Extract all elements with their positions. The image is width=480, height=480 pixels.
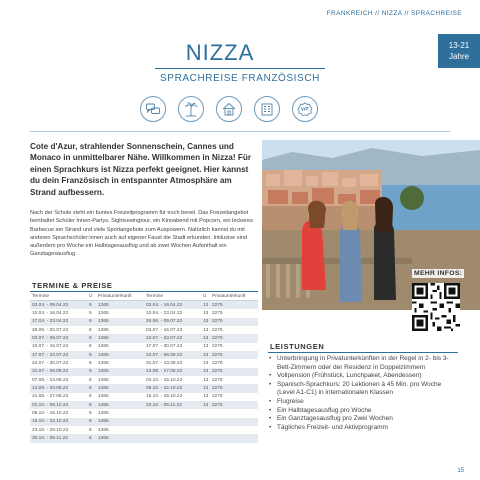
nights-cell: 13 (203, 369, 209, 375)
termine-cell: 07.08. - 13.08.22 (32, 377, 69, 383)
termine-cell: 24.07. - 06.08.22 (146, 352, 183, 358)
table-row (30, 409, 258, 417)
nights-cell: 13 (203, 344, 209, 350)
termine-cell: 23.10. - 29.10.22 (32, 427, 69, 433)
termine-cell: 10.07. - 23.07.22 (146, 335, 183, 341)
termine-cell: 30.10. - 05.11.22 (32, 435, 68, 441)
nights-cell: 6 (89, 344, 92, 350)
nights-cell: 13 (203, 310, 209, 316)
termine-cell: 16.10. - 22.10.22 (32, 419, 69, 425)
table-row (30, 343, 258, 351)
termine-cell: 03.07. - 16.07.22 (146, 327, 183, 333)
leistungen-item: • Ein Halbtagesausflug pro Woche (268, 407, 458, 416)
termine-cell: 31.07. - 06.08.22 (32, 369, 69, 375)
termine-cell: 24.07. - 30.07.22 (32, 360, 69, 366)
breadcrumb: FRANKREICH // NIZZA // SPRACHREISE (326, 10, 462, 17)
termine-heading: TERMINE & PREISE (32, 281, 113, 290)
termine-divider (30, 291, 258, 292)
leistungen-item: • Ein Ganztagesausflug pro Zwei Wochen (268, 415, 458, 424)
table-row (30, 301, 258, 309)
nights-cell: 13 (203, 360, 209, 366)
termine-cell: 17.07. - 23.07.22 (32, 352, 69, 358)
nights-cell: 6 (89, 377, 92, 383)
column-header-termine: Termine (32, 294, 50, 299)
price-cell: 1365 (98, 327, 109, 333)
termine-cell: 10.04. - 16.04.22 (32, 310, 69, 316)
termine-cell: 03.07. - 09.07.22 (32, 335, 69, 341)
speech-bubbles-icon (140, 96, 166, 122)
nights-cell: 13 (203, 352, 209, 358)
termine-cell: 31.07. - 13.08.22 (146, 360, 183, 366)
table-row (30, 393, 258, 401)
more-info-label: MEHR INFOS: (414, 270, 463, 277)
house-icon (216, 96, 242, 122)
price-cell: 1365 (98, 435, 109, 441)
icon-row-divider (30, 131, 450, 132)
nights-cell: 6 (89, 352, 92, 358)
nights-cell: 6 (89, 410, 92, 416)
nights-cell: 13 (203, 385, 209, 391)
nights-cell: 6 (89, 327, 92, 333)
nights-cell: 13 (203, 335, 209, 341)
table-row (30, 318, 258, 326)
nights-cell: 13 (203, 319, 209, 325)
price-cell: 2275 (212, 319, 223, 325)
leistungen-item: • Flugreise (268, 398, 458, 407)
termine-cell: 09.10. - 22.10.22 (146, 385, 183, 391)
palm-tree-icon (178, 96, 204, 122)
nights-cell: 13 (203, 302, 209, 308)
qr-code[interactable] (412, 283, 460, 331)
nights-cell: 6 (89, 360, 92, 366)
price-cell: 2275 (212, 394, 223, 400)
termine-cell: 02.10. - 08.10.22 (32, 402, 69, 408)
page-subtitle: SPRACHREISE FRANZÖSISCH (160, 73, 320, 84)
table-row (30, 326, 258, 334)
table-row (30, 351, 258, 359)
termine-cell: 09.10. - 15.10.22 (32, 410, 69, 416)
table-row (30, 426, 258, 434)
price-cell: 2275 (212, 385, 223, 391)
nights-cell: 6 (89, 394, 92, 400)
termine-cell: 14.08. - 20.08.22 (32, 385, 69, 391)
price-cell: 2275 (212, 377, 223, 383)
termine-cell: 17.04. - 23.04.22 (32, 319, 69, 325)
nights-cell: 6 (89, 319, 92, 325)
table-row (30, 368, 258, 376)
price-cell: 1365 (98, 319, 109, 325)
termine-cell: 26.06. - 09.07.22 (146, 319, 183, 325)
nights-cell: 6 (89, 402, 92, 408)
price-cell: 1365 (98, 427, 109, 433)
price-cell: 1365 (98, 385, 109, 391)
nights-cell: 13 (203, 327, 209, 333)
table-body (30, 301, 258, 443)
leistungen-divider (268, 352, 458, 353)
table-header (30, 293, 258, 301)
leistungen-item: • Vollpension (Frühstück, Lunchpaket, Abendessen) (268, 372, 458, 381)
nights-cell: 6 (89, 302, 92, 308)
termine-cell: 03.04. - 16.04.22 (146, 302, 183, 308)
column-header-preis: Privatunterkunft (212, 294, 246, 299)
nights-cell: 6 (89, 419, 92, 425)
page-number: 15 (457, 468, 464, 474)
termine-cell: 23.10. - 05.11.22 (146, 402, 182, 408)
price-cell: 2275 (212, 327, 223, 333)
price-cell: 1365 (98, 410, 109, 416)
leistungen-item: • Unterbringung in Privatunterkünften in der Regel in 2- bis 3-Bett-Zimmern oder der Residenz in Doppelzimmern (268, 355, 458, 372)
nights-cell: 6 (89, 427, 92, 433)
table-row (30, 359, 258, 367)
price-cell: 2275 (212, 360, 223, 366)
column-header-u: Ü (203, 294, 207, 299)
age-unit: Jahre (448, 52, 469, 61)
price-cell: 2275 (212, 335, 223, 341)
nights-cell: 13 (203, 377, 209, 383)
table-row (30, 384, 258, 392)
leistungen-list (268, 355, 458, 432)
table-row (30, 434, 258, 442)
termine-cell: 14.08. - 27.08.22 (146, 369, 183, 375)
nights-cell: 13 (203, 394, 209, 400)
table-row (30, 334, 258, 342)
leistungen-heading: LEISTUNGEN (270, 342, 325, 351)
table-row (30, 418, 258, 426)
age-badge (438, 34, 480, 68)
price-cell: 2275 (212, 369, 223, 375)
termine-cell: 21.08. - 27.08.22 (32, 394, 69, 400)
page-title: NIZZA (185, 40, 255, 65)
leistungen-item: • Tägliches Freizeit- und Aktivprogramm (268, 424, 458, 433)
feature-icon-row (140, 96, 340, 122)
termine-cell: 10.04. - 23.04.22 (146, 310, 183, 316)
price-cell: 1365 (98, 344, 109, 350)
nights-cell: 6 (89, 369, 92, 375)
table-row (30, 376, 258, 384)
building-icon (254, 96, 280, 122)
price-cell: 1365 (98, 335, 109, 341)
nights-cell: 6 (89, 385, 92, 391)
termine-table (30, 293, 258, 443)
price-cell: 1365 (98, 310, 109, 316)
column-header-termine: Termine (146, 294, 164, 299)
termine-cell: 10.07. - 16.07.22 (32, 344, 69, 350)
price-cell: 1365 (98, 377, 109, 383)
nights-cell: 6 (89, 435, 92, 441)
nights-cell: 13 (203, 402, 209, 408)
termine-cell: 03.04. - 09.04.22 (32, 302, 69, 308)
intro-text: Cote d'Azur, strahlender Sonnenschein, Cannes und Monaco in unmittelbarer Nähe. Willkommen in Nizza! Für einen Sprachkurs ist Nizza perfekt geeignet. Hier kannst du dein Französisch in entspannter Atmosphäre am Strand aufbessern. (30, 142, 252, 197)
price-cell: 2275 (212, 352, 223, 358)
title-divider (155, 68, 325, 69)
body-text: Nach der Schule steht ein buntes Freizeitprogramm für euch bereit. Das Freizeitangebot beinhaltet Schüler Innen-Partys, Sightseeingtour, ein Kinoabend mit Popcorn, ein leckeres Barbecue am Strand und viele Sportangebote zum Auspowern. Natürlich kannst du mit anderen Sprachschüler:innen auch auf eigener Faust die Stadt erkunden. Inklusive sind außerdem pro Woche ein Halbtagesausflug und ab zwei Wochen Aufenthalt ein Ganztagesausflug. (30, 210, 253, 258)
age-range: 13-21 (448, 41, 470, 50)
price-cell: 1365 (98, 352, 109, 358)
table-row (30, 309, 258, 317)
vip-icon (292, 96, 318, 122)
price-cell: 1365 (98, 394, 109, 400)
termine-cell: 02.10. - 15.10.22 (146, 377, 183, 383)
column-header-preis: Privatunterkunft (98, 294, 132, 299)
price-cell: 1365 (98, 402, 109, 408)
price-cell: 1365 (98, 302, 109, 308)
price-cell: 1365 (98, 360, 109, 366)
nights-cell: 6 (89, 335, 92, 341)
column-header-u: Ü (89, 294, 93, 299)
termine-cell: 16.10. - 29.10.22 (146, 394, 183, 400)
price-cell: 1365 (98, 419, 109, 425)
price-cell: 2275 (212, 310, 223, 316)
price-cell: 2275 (212, 402, 223, 408)
price-cell: 2275 (212, 302, 223, 308)
table-row (30, 401, 258, 409)
nights-cell: 6 (89, 310, 92, 316)
leistungen-item: • Spanisch-Sprachkurs: 20 Lektionen à 45 Min. pro Woche (Level A1-C1) in internationalen Klassen (268, 381, 458, 398)
termine-cell: 26.06. - 02.07.22 (32, 327, 69, 333)
price-cell: 1365 (98, 369, 109, 375)
termine-cell: 17.07. - 30.07.22 (146, 344, 183, 350)
price-cell: 2275 (212, 344, 223, 350)
